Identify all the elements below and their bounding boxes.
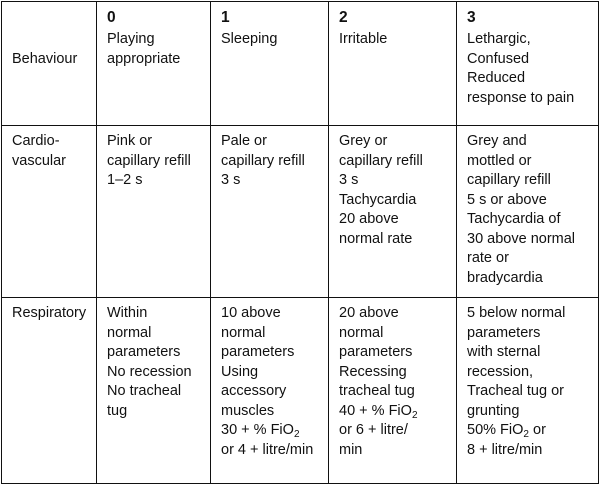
respiratory-score-0: Within normal parameters No recession No tracheal tug	[97, 298, 211, 484]
respiratory-score-1: 10 above normal parameters Using accessory muscles 30 + % FiO$_2$ or 4 + litre/min	[211, 298, 329, 484]
respiratory-row	[2, 298, 599, 484]
behaviour-score-3: 3 Lethargic, Confused Reduced response to pain	[457, 2, 599, 126]
score-header-2: 2	[339, 9, 348, 26]
score-header-3: 3	[467, 9, 476, 26]
behaviour-score-2: 2 Irritable	[329, 2, 457, 126]
cardiovascular-score-2: Grey or capillary refill 3 s Tachycardia 20 above normal rate	[329, 126, 457, 298]
respiratory-score-2: 20 above normal parameters Recessing tracheal tug 40 + % FiO$_2$ or 6 + litre/ min	[329, 298, 457, 484]
row-label-respiratory: Respiratory	[2, 298, 97, 484]
behaviour-score-0: 0 Playing appropriate	[97, 2, 211, 126]
cardiovascular-score-3: Grey and mottled or capillary refill 5 s or above Tachycardia of 30 above normal rate or bradycardia	[457, 126, 599, 298]
pews-score-table	[1, 1, 599, 484]
row-label-cardiovascular: Cardio- vascular	[2, 126, 97, 298]
respiratory-score-3: 5 below normal parameters with sternal recession, Tracheal tug or grunting 50% FiO$_2$ or 8 + litre/min	[457, 298, 599, 484]
row-label-behaviour: Behaviour	[2, 2, 97, 126]
cardiovascular-score-0: Pink or capillary refill 1–2 s	[97, 126, 211, 298]
score-header-1: 1	[221, 9, 230, 26]
score-header-0: 0	[107, 9, 116, 26]
behaviour-row	[2, 2, 599, 126]
behaviour-score-1: 1 Sleeping	[211, 2, 329, 126]
cardiovascular-row	[2, 126, 599, 298]
cardiovascular-score-1: Pale or capillary refill 3 s	[211, 126, 329, 298]
